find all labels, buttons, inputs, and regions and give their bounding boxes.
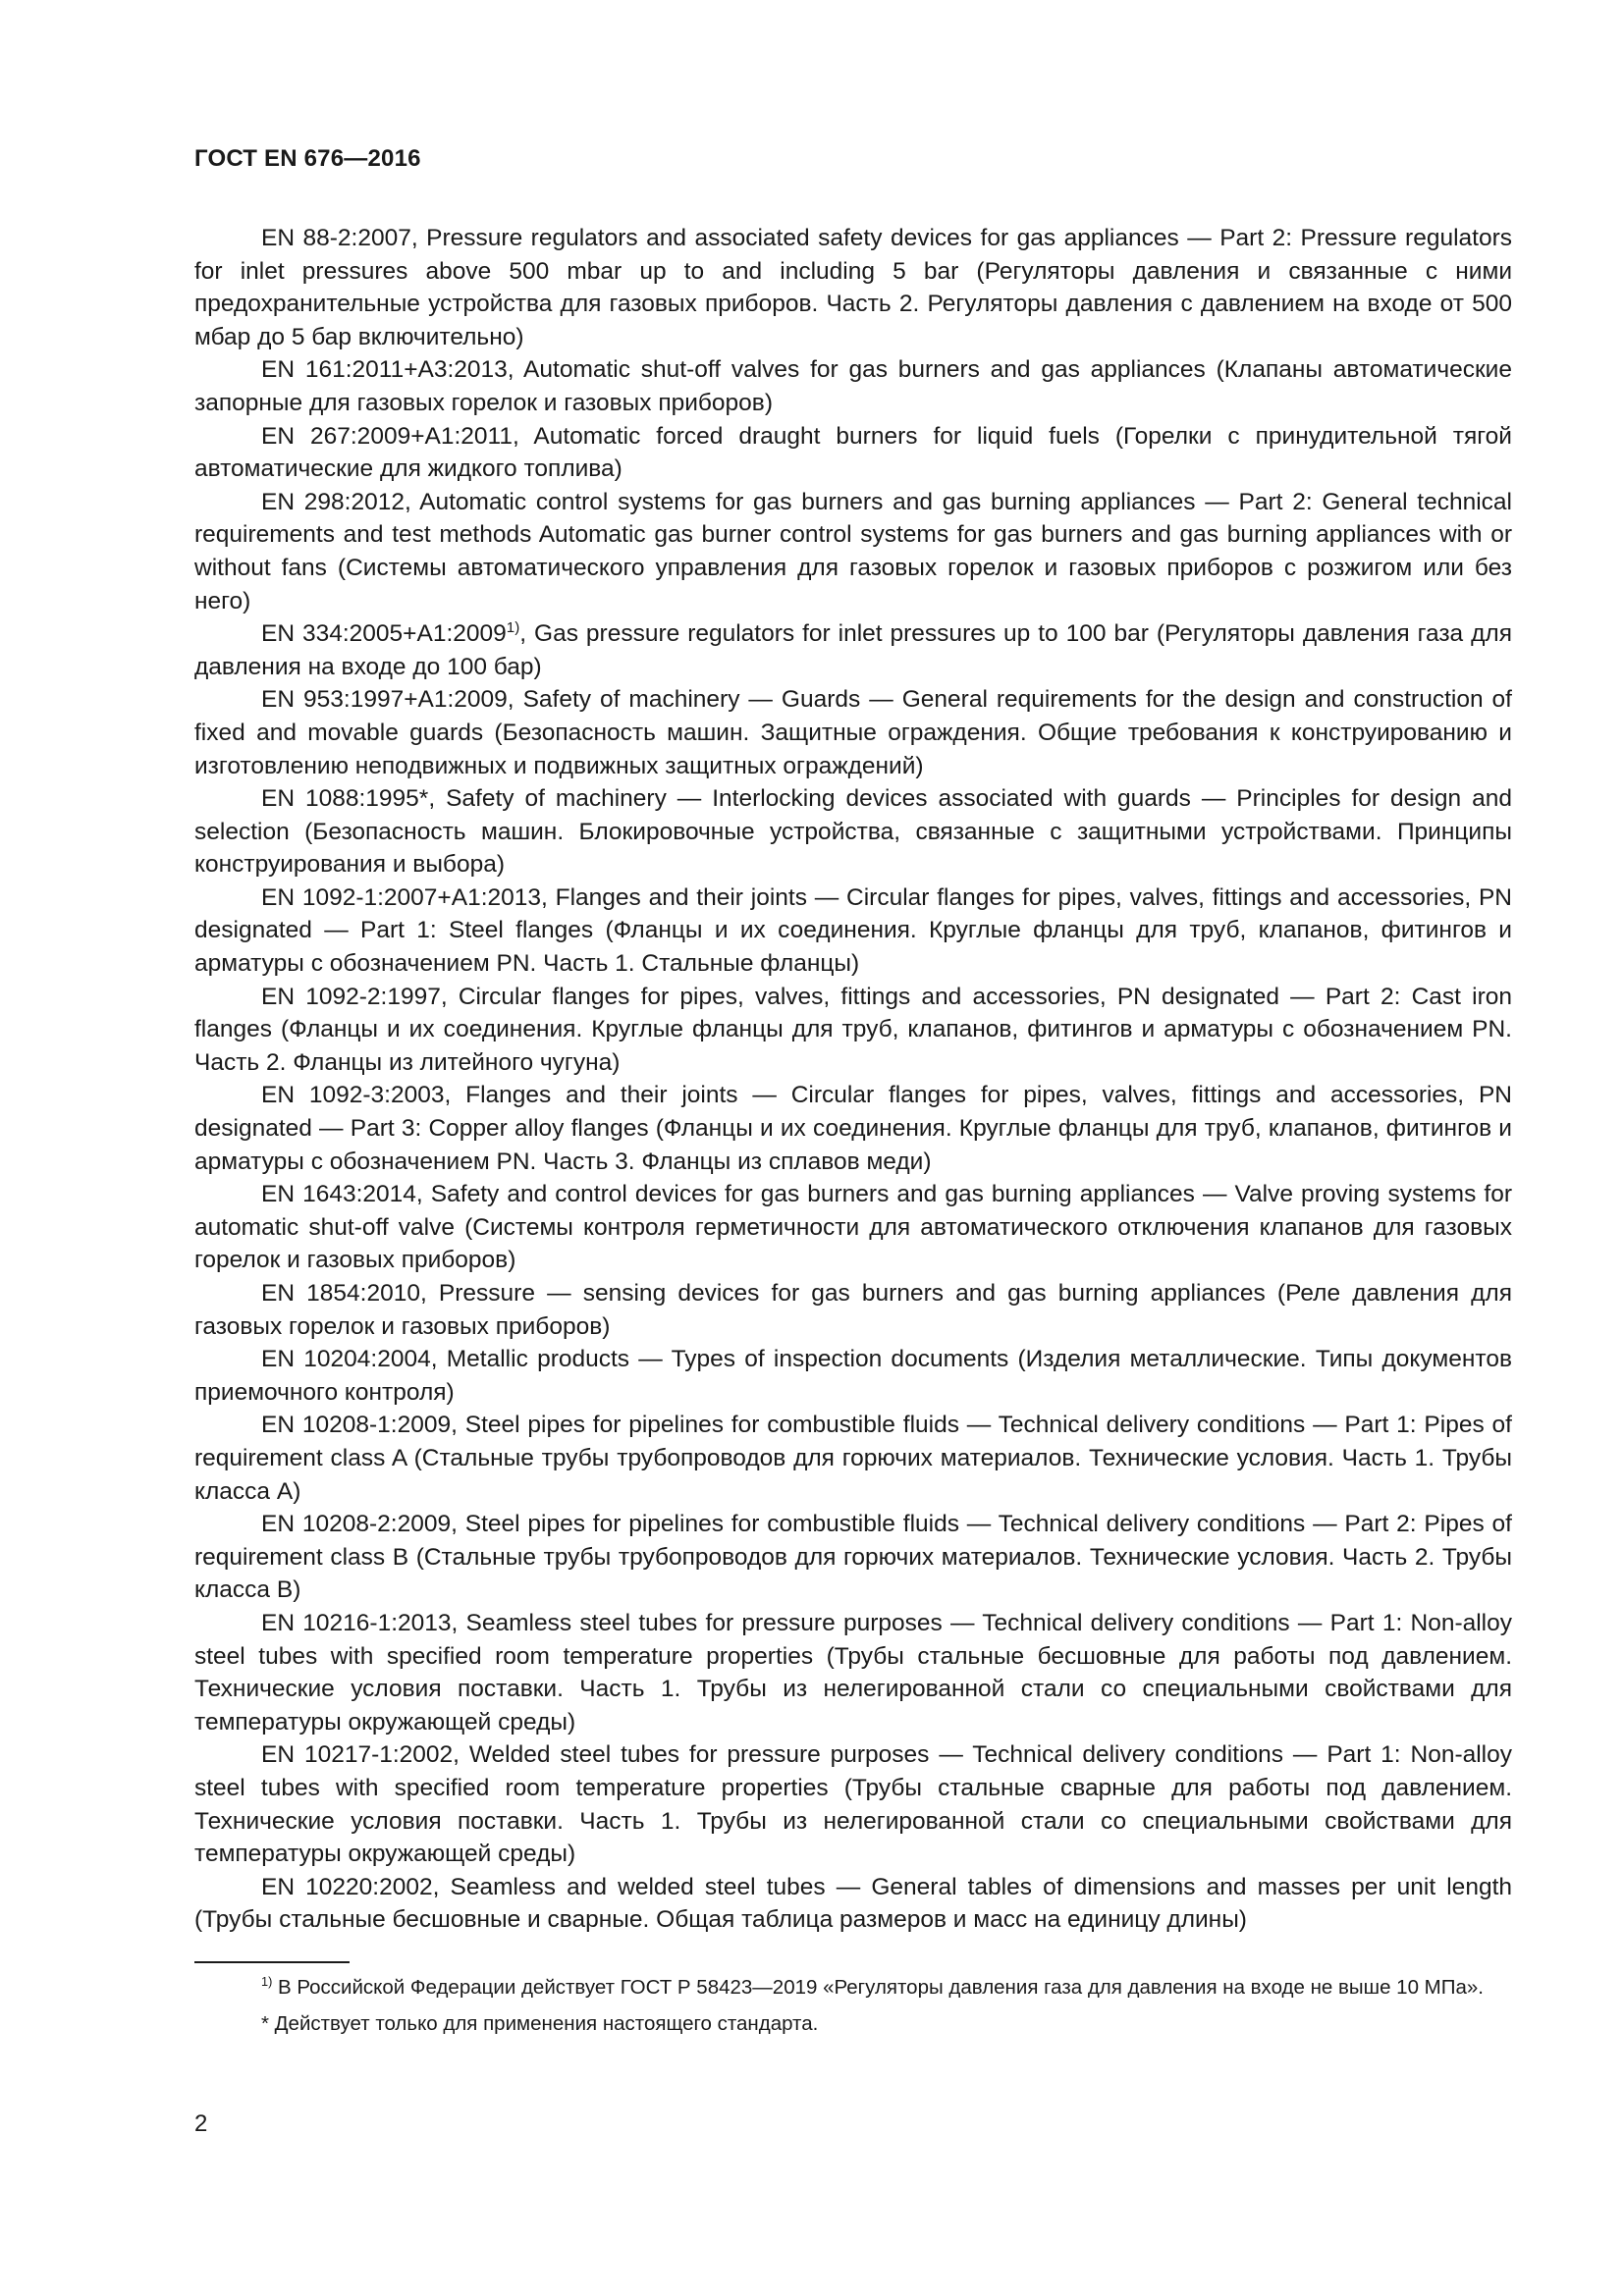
reference-item: EN 1088:1995*, Safety of machinery — Interlocking devices associated with guards — Principles for design and selection (Безопасность машин. Блокировочные устройства, связанные с защитными устройствами. Принципы конструирования и выбора) [194, 785, 1512, 879]
footnote-divider [194, 1961, 350, 1963]
reference-item: EN 1643:2014, Safety and control devices for gas burners and gas burning appliances — Valve proving systems for automatic shut-off valve (Системы контроля герметичности для автоматического отключения клапанов для газовых горелок и газовых приборов) [194, 1181, 1512, 1274]
reference-item: EN 267:2009+A1:2011, Automatic forced draught burners for liquid fuels (Горелки с принудительной тягой автоматические для жидкого топлива) [194, 422, 1512, 483]
reference-item: EN 10208-2:2009, Steel pipes for pipelines for combustible fluids — Technical delivery conditions — Part 2: Pipes of requirement class B (Стальные трубы трубопроводов для горючих материалов. Технические условия. Часть 2. Трубы класса В) [194, 1511, 1512, 1604]
reference-item: EN 10220:2002, Seamless and welded steel tubes — General tables of dimensions and masses per unit length (Трубы стальные бесшовные и сварные. Общая таблица размеров и масс на единицу длины) [194, 1873, 1512, 1934]
reference-item: EN 1092-2:1997, Circular flanges for pipes, valves, fittings and accessories, PN designated — Part 2: Cast iron flanges (Фланцы и их соединения. Круглые фланцы для труб, клапанов, фитингов и арматуры с обозначением PN. Часть 2. Фланцы из литейного чугуна) [194, 983, 1512, 1076]
reference-title: , Gas pressure regulators for inlet pressures up to 100 bar (Регуляторы давления газа для давления на входе до 100 бар) [194, 620, 1512, 680]
footnote-1 [194, 1973, 1512, 2002]
reference-item: EN 10208-1:2009, Steel pipes for pipelines for combustible fluids — Technical delivery conditions — Part 1: Pipes of requirement class A (Стальные трубы трубопроводов для горючих материалов. Технические условия. Часть 1. Трубы класса А) [194, 1412, 1512, 1505]
footnote-text: В Российской Федерации действует ГОСТ Р 58423—2019 «Регуляторы давления газа для давления на входе не выше 10 МПа». [272, 1976, 1484, 1999]
reference-item: EN 88-2:2007, Pressure regulators and associated safety devices for gas appliances — Part 2: Pressure regulators for inlet pressures above 500 mbar up to and including 5 bar (Регуляторы давления и связанные с ними предохранительные устройства для газовых приборов. Часть 2. Регуляторы давления с давлением на входе от 500 мбар до 5 бар включительно) [194, 225, 1512, 350]
footnotes [194, 1961, 1512, 2046]
footnote-marker[interactable]: 1) [506, 618, 520, 636]
footnote-2: * Действует только для применения настоящего стандарта. [261, 2012, 819, 2035]
reference-item: EN 10204:2004, Metallic products — Types of inspection documents (Изделия металлические. Типы документов приемочного контроля) [194, 1346, 1512, 1406]
reference-item: EN 1854:2010, Pressure — sensing devices for gas burners and gas burning appliances (Реле давления для газовых горелок и газовых приборов) [194, 1280, 1512, 1340]
reference-item: EN 953:1997+A1:2009, Safety of machinery — Guards — General requirements for the design and construction of fixed and movable guards (Безопасность машин. Защитные ограждения. Общие требования к конструированию и изготовлению неподвижных и подвижных защитных ограждений) [194, 686, 1512, 779]
reference-item: EN 298:2012, Automatic control systems for gas burners and gas burning appliances — Part 2: General technical requirements and test methods Automatic gas burner control systems for gas burners and gas burning appliances with or without fans (Системы автоматического управления для газовых горелок и газовых приборов с розжигом или без него) [194, 488, 1512, 614]
page-header-standard: ГОСТ EN 676—2016 [194, 145, 421, 172]
reference-item: EN 10216-1:2013, Seamless steel tubes for pressure purposes — Technical delivery conditions — Part 1: Non-alloy steel tubes with specified room temperature properties (Трубы стальные бесшовные для работы под давлением. Технические условия поставки. Часть 1. Трубы из нелегированной стали со специальными свойствами для температуры окружающей среды) [194, 1609, 1512, 1735]
reference-item: EN 10217-1:2002, Welded steel tubes for pressure purposes — Technical delivery conditions — Part 1: Non-alloy steel tubes with specified room temperature properties (Трубы стальные сварные для работы под давлением. Технические условия поставки. Часть 1. Трубы из нелегированной стали со специальными свойствами для температуры окружающей среды) [194, 1741, 1512, 1868]
page-number: 2 [194, 2110, 208, 2137]
reference-code: EN 334:2005+A1:2009 [261, 620, 507, 648]
reference-item: EN 1092-1:2007+A1:2013, Flanges and their joints — Circular flanges for pipes, valves, fittings and accessories, PN designated — Part 1: Steel flanges (Фланцы и их соединения. Круглые фланцы для труб, клапанов, фитингов и арматуры с обозначением PN. Часть 1. Стальные фланцы) [194, 883, 1512, 978]
reference-item: EN 1092-3:2003, Flanges and their joints — Circular flanges for pipes, valves, fittings and accessories, PN designated — Part 3: Copper alloy flanges (Фланцы и их соединения. Круглые фланцы для труб, клапанов, фитингов и арматуры с обозначением PN. Часть 3. Фланцы из сплавов меди) [194, 1082, 1512, 1175]
footnote-marker: 1) [261, 1974, 273, 1990]
reference-item [194, 617, 1512, 683]
normative-references [194, 222, 1512, 1937]
reference-item: EN 161:2011+A3:2013, Automatic shut-off valves for gas burners and gas appliances (Клапаны автоматические запорные для газовых горелок и газовых приборов) [194, 356, 1512, 416]
